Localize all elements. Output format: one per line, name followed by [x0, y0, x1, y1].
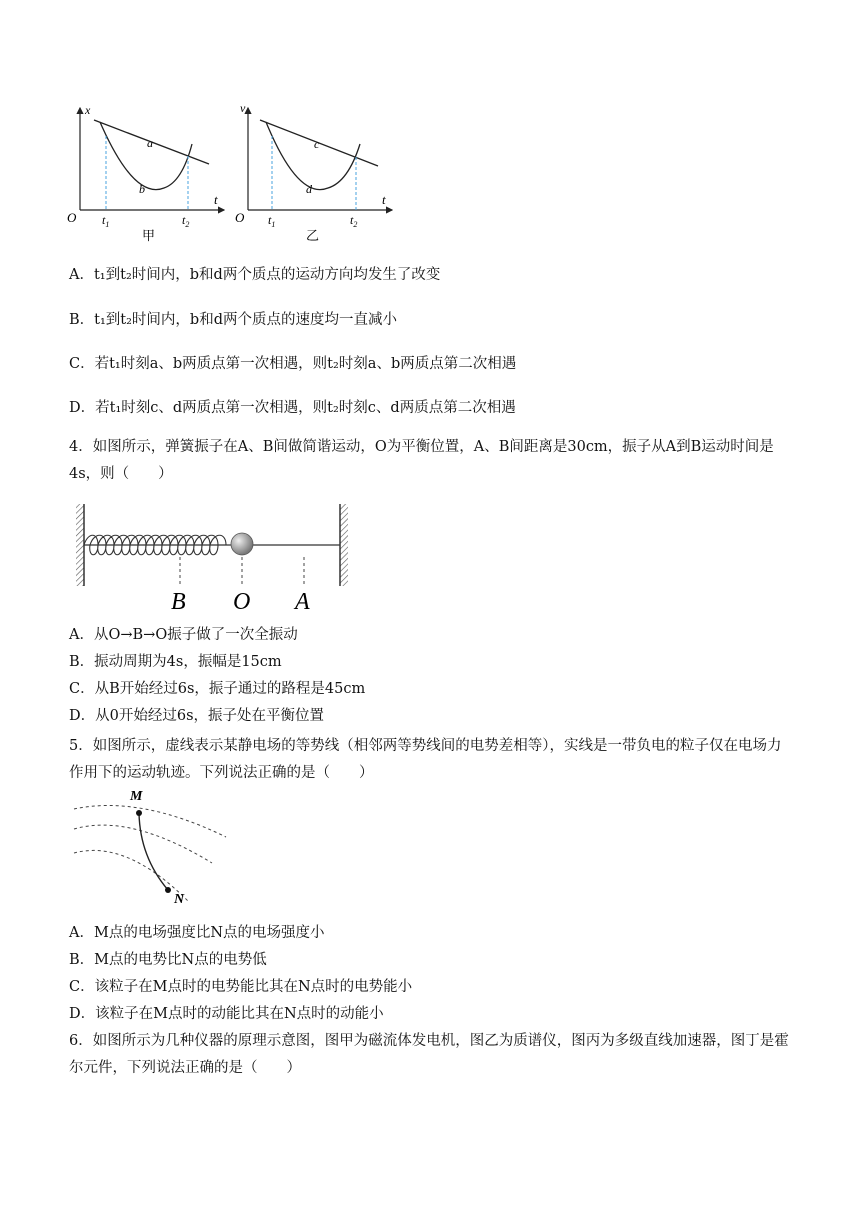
trajectory [139, 813, 168, 890]
point-m [136, 810, 142, 816]
label-a: A [295, 589, 310, 614]
caption-jia: 甲 [142, 228, 156, 243]
caption-yi: 乙 [306, 228, 320, 243]
q4-option-c: C．从B开始经过6s，振子通过的路程是45cm [69, 681, 366, 697]
q3-option-d: D．若t₁时刻c、d两质点第一次相遇，则t₂时刻c、d两质点第二次相遇 [69, 400, 516, 416]
q3-graph-yi [232, 100, 402, 245]
q4-spring-figure [70, 502, 355, 614]
q4-option-b: B．振动周期为4s，振幅是15cm [69, 654, 282, 670]
origin-label: O [235, 210, 245, 225]
label-n: N [174, 892, 185, 907]
right-wall [340, 504, 348, 586]
q4-option-a: A．从O→B→O振子做了一次全振动 [69, 627, 298, 643]
curve-b [100, 122, 192, 190]
q5-field-figure [70, 785, 240, 915]
curve-d-label: d [306, 182, 312, 196]
label-m: M [130, 789, 143, 804]
left-wall [76, 504, 84, 586]
q5-option-c: C．该粒子在M点时的电势能比其在N点时的电势能小 [69, 979, 413, 995]
q3-option-a: A．t₁到t₂时间内，b和d两个质点的运动方向均发生了改变 [69, 267, 441, 283]
q6-stem: 6．如图所示为几种仪器的原理示意图，图甲为磁流体发电机，图乙为质谱仪，图丙为多级直线加速器，图丁是霍尔元件，下列说法正确的是（ ） [69, 1033, 789, 1076]
y-axis-label: v [240, 101, 246, 115]
q3-option-c: C．若t₁时刻a、b两质点第一次相遇，则t₂时刻a、b两质点第二次相遇 [69, 356, 517, 372]
equipotential-line-1 [74, 806, 226, 838]
t1-label: $t_1$ [102, 213, 110, 229]
q5-option-d: D．该粒子在M点时的动能比其在N点时的动能小 [69, 1006, 384, 1022]
t2-label: $t_2$ [182, 213, 190, 229]
q4-stem: 4．如图所示，弹簧振子在A、B间做简谐运动，O为平衡位置，A、B间距离是30cm，振子从A到B运动时间是4s，则（ ） [69, 439, 774, 482]
t-axis-label: t [214, 192, 218, 207]
equipotential-line-3 [74, 850, 188, 901]
point-n [165, 887, 171, 893]
q3-graph-jia [64, 100, 234, 245]
q4-option-d: D．从0开始经过6s，振子处在平衡位置 [69, 708, 325, 724]
line-a-label: a [147, 136, 153, 150]
t2-label: $t_2$ [350, 213, 358, 229]
curve-d [266, 122, 360, 190]
q3-option-b: B．t₁到t₂时间内，b和d两个质点的速度均一直减小 [69, 312, 397, 328]
origin-label: O [67, 210, 77, 225]
t-axis-label: t [382, 192, 386, 207]
q5-option-a: A．M点的电场强度比N点的电场强度小 [69, 925, 325, 941]
t1-label: $t_1$ [268, 213, 276, 229]
oscillator-ball [231, 533, 253, 555]
label-o: O [233, 589, 251, 614]
curve-b-label: b [139, 182, 145, 196]
y-axis-label: x [85, 103, 91, 117]
label-b: B [171, 589, 186, 614]
q5-stem: 5．如图所示，虚线表示某静电场的等势线（相邻两等势线间的电势差相等），实线是一带负电的粒子仅在电场力作用下的运动轨迹。下列说法正确的是（ ） [69, 738, 782, 781]
line-c-label: c [314, 137, 320, 151]
q5-option-b: B．M点的电势比N点的电势低 [69, 952, 267, 968]
